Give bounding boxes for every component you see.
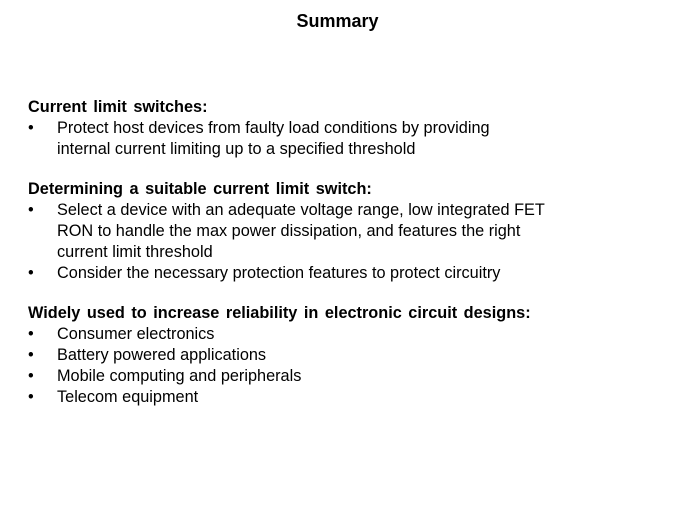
- bullet-text-line: current limit threshold: [57, 243, 213, 261]
- bullet-text-line: Protect host devices from faulty load conditions by providing: [57, 119, 490, 137]
- bullet-text-line: RON to handle the max power dissipation, and features the right: [57, 222, 521, 240]
- slide-title: Summary: [296, 11, 379, 31]
- bullet-icon: •: [28, 325, 34, 343]
- bullet-icon: •: [28, 346, 34, 364]
- bullet-item: [28, 263, 668, 284]
- bullet-item: [28, 387, 668, 408]
- bullet-icon: •: [28, 201, 34, 219]
- bullet-item: [28, 366, 668, 387]
- bullet-text-line: Consider the necessary protection features to protect circuitry: [57, 264, 501, 282]
- bullet-item: [28, 324, 668, 345]
- bullet-icon: •: [28, 367, 34, 385]
- bullet-item: [28, 118, 668, 160]
- bullet-text-line: Mobile computing and peripherals: [57, 367, 302, 385]
- section-heading: Current limit switches:: [28, 98, 208, 116]
- bullet-icon: •: [28, 388, 34, 406]
- summary-section: [28, 179, 668, 284]
- bullet-text-line: internal current limiting up to a specified threshold: [57, 140, 416, 158]
- bullet-text-line: Select a device with an adequate voltage range, low integrated FET: [57, 201, 545, 219]
- bullet-icon: •: [28, 119, 34, 137]
- section-heading: Determining a suitable current limit switch:: [28, 180, 372, 198]
- bullet-text-line: Battery powered applications: [57, 346, 267, 364]
- bullet-text-line: Consumer electronics: [57, 325, 215, 343]
- bullet-item: [28, 200, 668, 263]
- bullet-icon: •: [28, 264, 34, 282]
- bullet-item: [28, 345, 668, 366]
- section-heading: Widely used to increase reliability in electronic circuit designs:: [28, 304, 531, 322]
- summary-section: [28, 97, 668, 160]
- summary-section: [28, 303, 668, 408]
- slide-body: [28, 97, 668, 427]
- bullet-text-line: Telecom equipment: [57, 388, 199, 406]
